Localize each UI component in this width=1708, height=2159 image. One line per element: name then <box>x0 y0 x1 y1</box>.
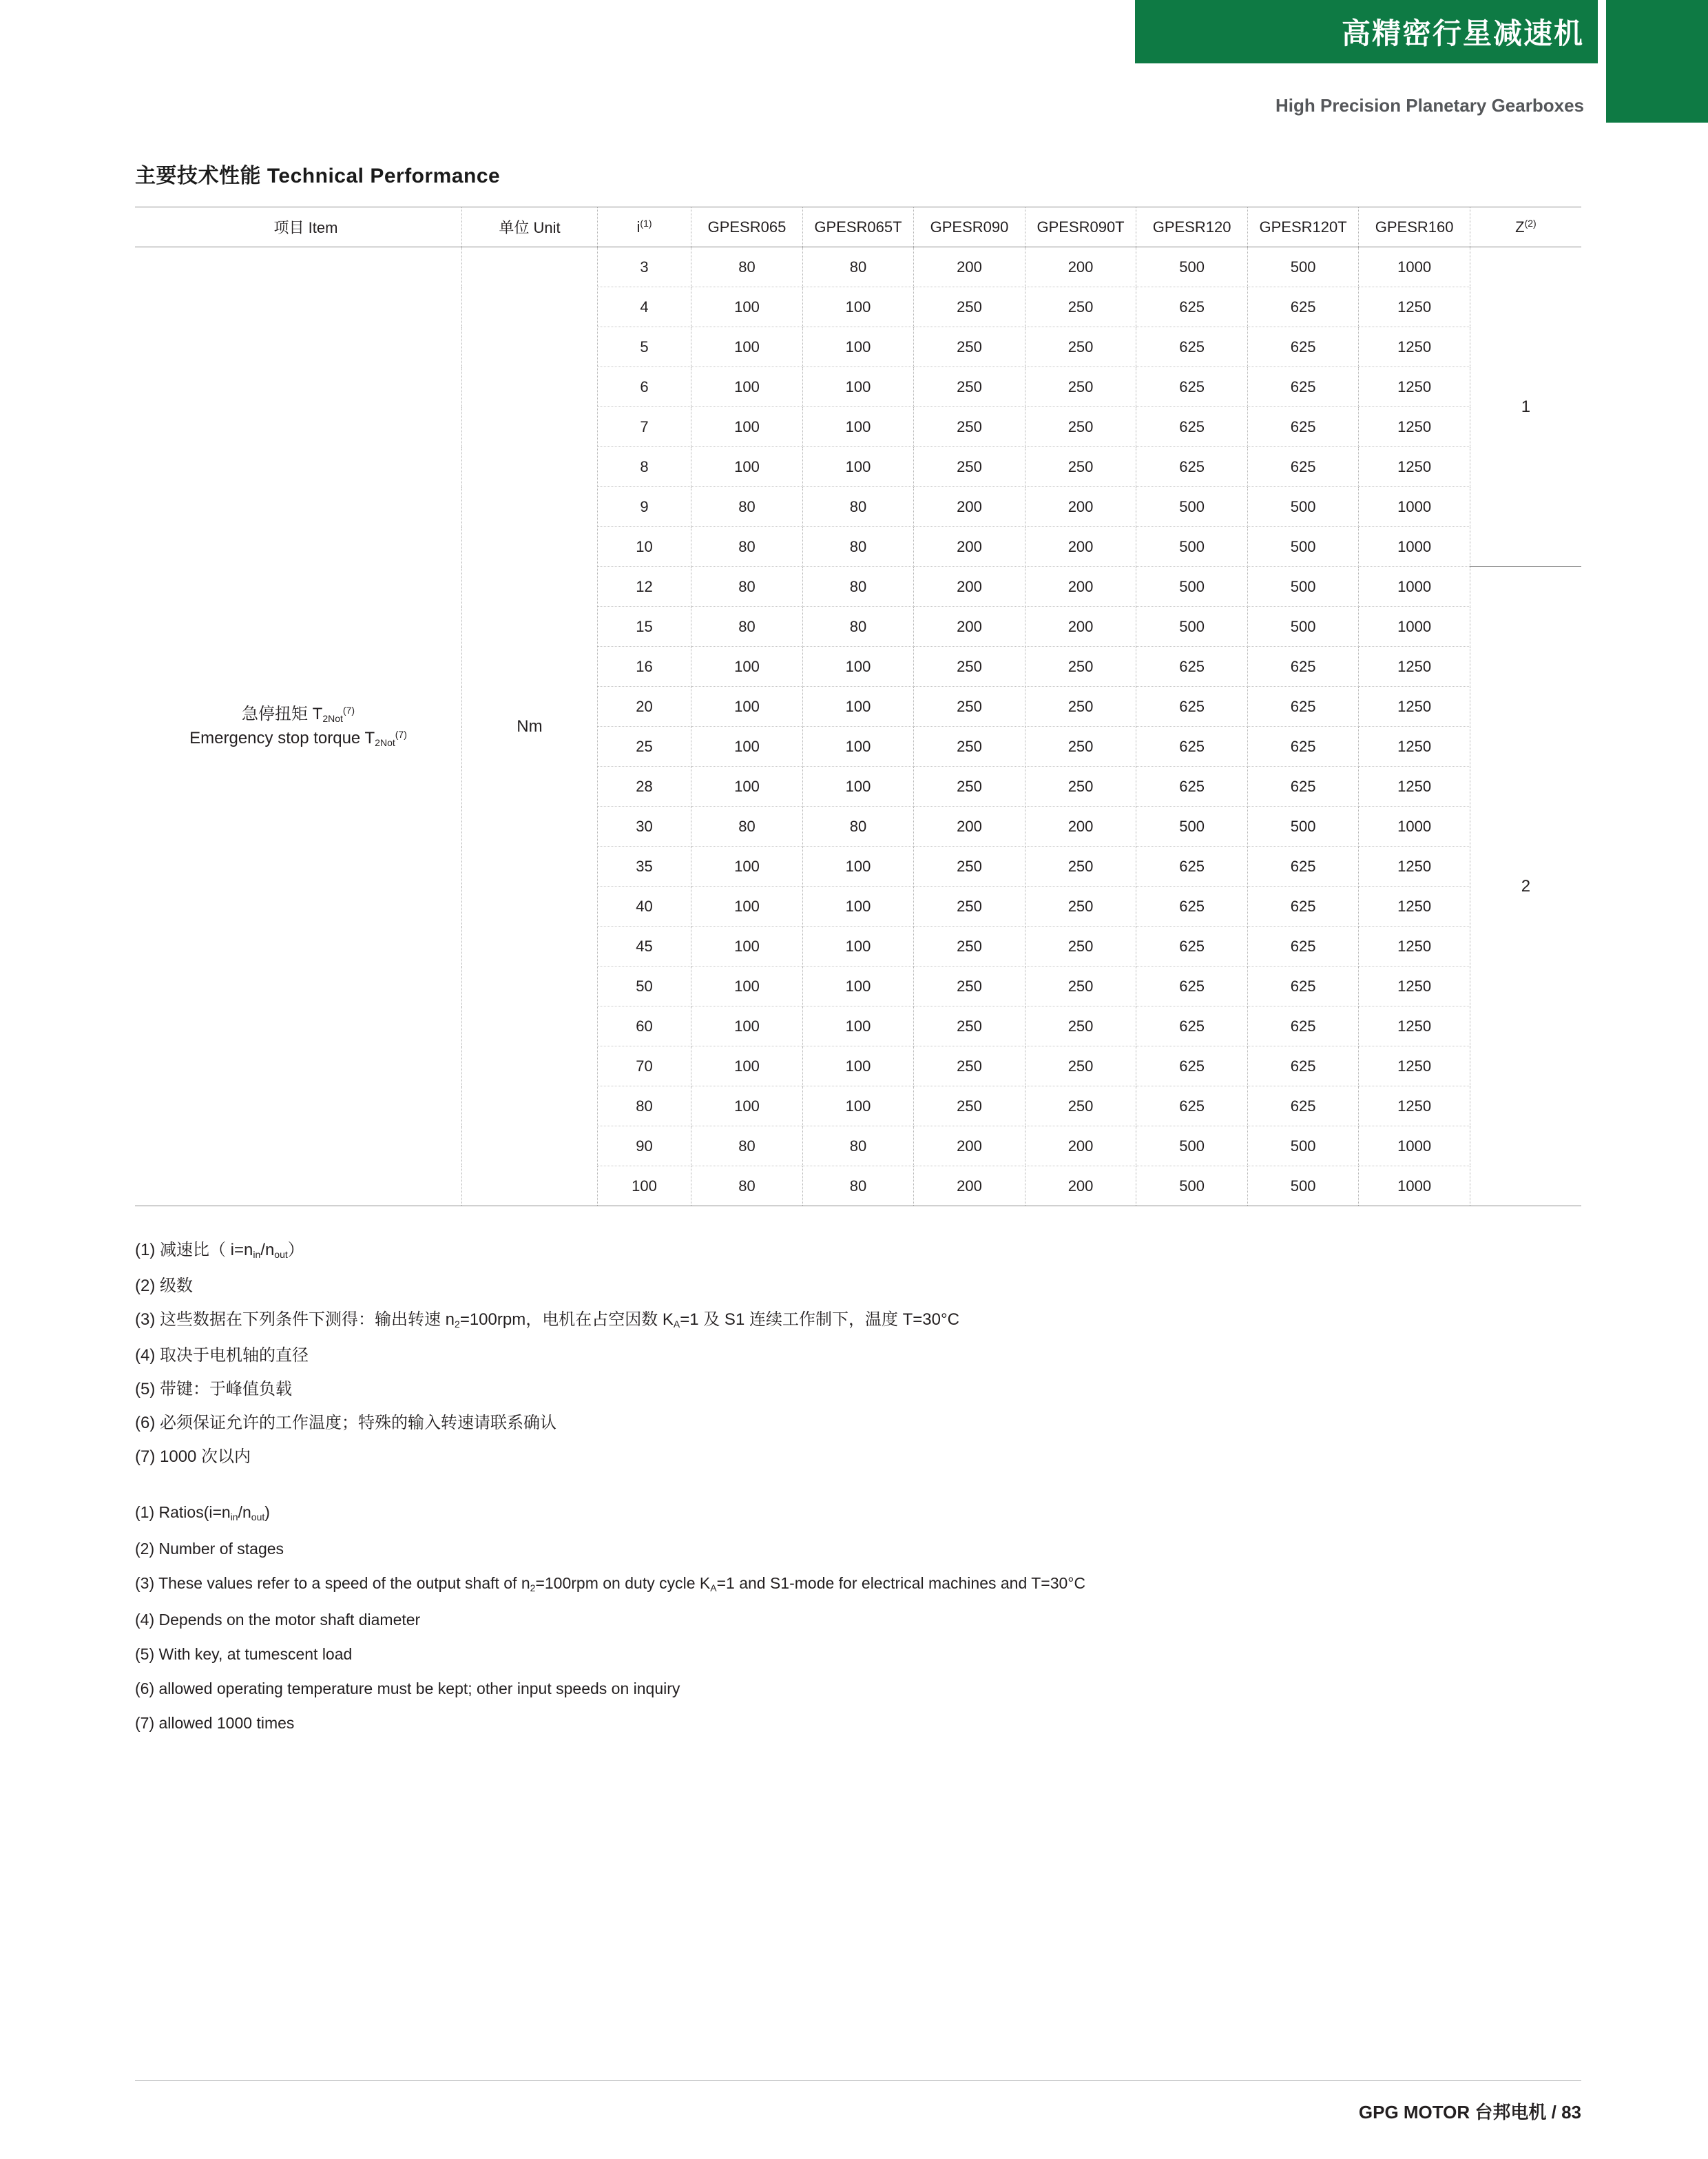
cell-value-GPESR090T: 200 <box>1025 1166 1136 1206</box>
footnotes-english <box>135 1495 1512 1740</box>
cell-value-GPESR120T: 500 <box>1247 607 1359 647</box>
cell-value-GPESR160: 1250 <box>1359 367 1470 407</box>
page-header <box>0 0 1708 131</box>
cell-value-GPESR090: 250 <box>914 1006 1025 1046</box>
cell-value-GPESR120: 625 <box>1136 447 1248 487</box>
cell-value-GPESR090T: 250 <box>1025 967 1136 1006</box>
cell-value-GPESR090: 200 <box>914 527 1025 567</box>
cell-value-GPESR120T: 500 <box>1247 527 1359 567</box>
cell-value-GPESR120: 625 <box>1136 1086 1248 1126</box>
cell-ratio: 40 <box>597 887 691 927</box>
cell-ratio: 16 <box>597 647 691 687</box>
cell-value-GPESR160: 1000 <box>1359 527 1470 567</box>
cell-value-GPESR090: 250 <box>914 367 1025 407</box>
col-header-model-0: GPESR065 <box>691 207 803 247</box>
cell-ratio: 7 <box>597 407 691 447</box>
cell-value-GPESR090T: 250 <box>1025 847 1136 887</box>
cell-value-GPESR120T: 500 <box>1247 247 1359 287</box>
cell-value-GPESR065: 100 <box>691 1006 803 1046</box>
cell-value-GPESR160: 1250 <box>1359 727 1470 767</box>
cell-ratio: 45 <box>597 927 691 967</box>
col-header-model-6: GPESR160 <box>1359 207 1470 247</box>
cell-value-GPESR160: 1250 <box>1359 687 1470 727</box>
cell-value-GPESR065T: 80 <box>802 1126 914 1166</box>
cell-value-GPESR120: 500 <box>1136 487 1248 527</box>
cell-value-GPESR065: 80 <box>691 567 803 607</box>
cell-ratio: 9 <box>597 487 691 527</box>
footnote-en-3: (3) These values refer to a speed of the output shaft of $n_2=100rpm$ on duty cycle $K_A=1$ and S1-mode for electrical machines and T=30°C <box>135 1574 1086 1593</box>
cell-value-GPESR120T: 625 <box>1247 407 1359 447</box>
footnote-cn-4: (4) 取决于电机轴的直径 <box>135 1346 309 1365</box>
cell-stage-count: 1 <box>1470 247 1581 567</box>
cell-value-GPESR160: 1250 <box>1359 967 1470 1006</box>
cell-value-GPESR090T: 200 <box>1025 527 1136 567</box>
ratio-symbol: i <box>636 218 640 236</box>
cell-value-GPESR065T: 80 <box>802 487 914 527</box>
cell-value-GPESR160: 1250 <box>1359 1006 1470 1046</box>
cell-value-GPESR120T: 500 <box>1247 807 1359 847</box>
cell-value-GPESR120T: 500 <box>1247 567 1359 607</box>
cell-value-GPESR065T: 80 <box>802 807 914 847</box>
stages-symbol: Z <box>1515 218 1525 236</box>
footnote-en-6: (6) allowed operating temperature must be kept; other input speeds on inquiry <box>135 1680 680 1697</box>
cell-value-GPESR120: 625 <box>1136 767 1248 807</box>
cell-value-GPESR120: 625 <box>1136 1006 1248 1046</box>
cell-value-GPESR090T: 250 <box>1025 407 1136 447</box>
cell-value-GPESR090: 200 <box>914 567 1025 607</box>
cell-value-GPESR090: 250 <box>914 287 1025 327</box>
footer-text: GPG MOTOR 台邦电机 / 83 <box>1358 2102 1581 2122</box>
cell-value-GPESR120T: 500 <box>1247 487 1359 527</box>
cell-value-GPESR120: 625 <box>1136 847 1248 887</box>
cell-value-GPESR065T: 100 <box>802 327 914 367</box>
cell-value-GPESR090T: 250 <box>1025 367 1136 407</box>
cell-value-GPESR120: 625 <box>1136 687 1248 727</box>
cell-value-GPESR120T: 625 <box>1247 927 1359 967</box>
cell-value-GPESR065T: 80 <box>802 567 914 607</box>
cell-value-GPESR065: 100 <box>691 687 803 727</box>
cell-value-GPESR120: 625 <box>1136 927 1248 967</box>
cell-value-GPESR090T: 200 <box>1025 567 1136 607</box>
cell-value-GPESR065T: 100 <box>802 1086 914 1126</box>
cell-value-GPESR065T: 100 <box>802 287 914 327</box>
cell-value-GPESR090: 250 <box>914 647 1025 687</box>
cell-value-GPESR065: 100 <box>691 727 803 767</box>
cell-value-GPESR090: 200 <box>914 607 1025 647</box>
cell-value-GPESR090T: 250 <box>1025 647 1136 687</box>
cell-value-GPESR090T: 250 <box>1025 287 1136 327</box>
stages-footnote-marker: (2) <box>1524 217 1537 229</box>
cell-value-GPESR120: 625 <box>1136 327 1248 367</box>
cell-value-GPESR065: 100 <box>691 287 803 327</box>
cell-ratio: 50 <box>597 967 691 1006</box>
cell-value-GPESR065T: 100 <box>802 847 914 887</box>
cell-value-GPESR120T: 625 <box>1247 367 1359 407</box>
cell-value-GPESR090: 200 <box>914 1166 1025 1206</box>
col-header-stages <box>1470 207 1581 247</box>
cell-value-GPESR065T: 100 <box>802 407 914 447</box>
cell-value-GPESR120: 625 <box>1136 287 1248 327</box>
cell-ratio: 30 <box>597 807 691 847</box>
cell-value-GPESR065: 100 <box>691 847 803 887</box>
cell-value-GPESR160: 1250 <box>1359 1046 1470 1086</box>
cell-value-GPESR090: 250 <box>914 327 1025 367</box>
col-header-model-1: GPESR065T <box>802 207 914 247</box>
cell-value-GPESR090: 250 <box>914 727 1025 767</box>
cell-value-GPESR065T: 100 <box>802 367 914 407</box>
cell-value-GPESR090T: 200 <box>1025 607 1136 647</box>
cell-value-GPESR160: 1000 <box>1359 247 1470 287</box>
cell-ratio: 25 <box>597 727 691 767</box>
cell-value-GPESR065: 100 <box>691 927 803 967</box>
cell-value-GPESR065: 100 <box>691 967 803 1006</box>
cell-value-GPESR090: 250 <box>914 967 1025 1006</box>
cell-value-GPESR120: 500 <box>1136 1126 1248 1166</box>
cell-ratio: 90 <box>597 1126 691 1166</box>
cell-value-GPESR120: 500 <box>1136 567 1248 607</box>
cell-value-GPESR090: 250 <box>914 447 1025 487</box>
cell-value-GPESR090T: 250 <box>1025 1006 1136 1046</box>
cell-ratio: 6 <box>597 367 691 407</box>
cell-value-GPESR120T: 625 <box>1247 1006 1359 1046</box>
footnote-en-1: (1) $Ratios(i=n_{in}/n_{out})$ <box>135 1503 270 1522</box>
cell-value-GPESR120T: 625 <box>1247 967 1359 1006</box>
cell-value-GPESR120: 625 <box>1136 1046 1248 1086</box>
table-body <box>135 247 1581 1206</box>
cell-value-GPESR090T: 200 <box>1025 807 1136 847</box>
cell-value-GPESR065T: 100 <box>802 1046 914 1086</box>
footnotes-chinese <box>135 1233 1512 1474</box>
cell-value-GPESR065: 100 <box>691 767 803 807</box>
cell-value-GPESR120T: 500 <box>1247 1126 1359 1166</box>
table-row <box>135 247 1581 287</box>
cell-value-GPESR120T: 625 <box>1247 287 1359 327</box>
cell-value-GPESR090: 250 <box>914 887 1025 927</box>
cell-ratio: 60 <box>597 1006 691 1046</box>
cell-value-GPESR120: 625 <box>1136 407 1248 447</box>
cell-value-GPESR065T: 100 <box>802 647 914 687</box>
cell-value-GPESR090: 250 <box>914 687 1025 727</box>
row-label-emergency-stop-torque <box>135 247 462 1206</box>
footnote-cn-3: (3) 这些数据在下列条件下测得：输出转速 $n_2=100rpm$，电机在占空因数 $K_A=1$ 及 S1 连续工作制下，温度 T=30°C <box>135 1310 959 1330</box>
cell-value-GPESR065: 80 <box>691 527 803 567</box>
header-title-en: High Precision Planetary Gearboxes <box>1275 95 1584 116</box>
col-header-item: 项目 Item <box>135 207 462 247</box>
col-header-model-4: GPESR120 <box>1136 207 1248 247</box>
footnote-cn-6: (6) 必须保证允许的工作温度；特殊的输入转速请联系确认 <box>135 1414 556 1432</box>
cell-value-GPESR120: 625 <box>1136 727 1248 767</box>
cell-value-GPESR160: 1250 <box>1359 927 1470 967</box>
cell-value-GPESR160: 1250 <box>1359 327 1470 367</box>
cell-ratio: 80 <box>597 1086 691 1126</box>
cell-value-GPESR090T: 200 <box>1025 1126 1136 1166</box>
col-header-unit: 单位 Unit <box>462 207 598 247</box>
cell-value-GPESR160: 1250 <box>1359 847 1470 887</box>
footnote-en-2: (2) Number of stages <box>135 1540 284 1558</box>
col-header-model-5: GPESR120T <box>1247 207 1359 247</box>
cell-value-GPESR065T: 100 <box>802 447 914 487</box>
cell-value-GPESR065T: 100 <box>802 887 914 927</box>
cell-value-GPESR160: 1250 <box>1359 407 1470 447</box>
section-title: 主要技术性能 Technical Performance <box>135 165 501 187</box>
footnote-cn-2: (2) 级数 <box>135 1277 193 1295</box>
cell-value-GPESR065T: 100 <box>802 687 914 727</box>
cell-value-GPESR120T: 625 <box>1247 647 1359 687</box>
cell-value-GPESR065: 100 <box>691 447 803 487</box>
cell-value-GPESR065T: 80 <box>802 607 914 647</box>
cell-value-GPESR090: 250 <box>914 1046 1025 1086</box>
cell-value-GPESR090T: 200 <box>1025 247 1136 287</box>
cell-value-GPESR120T: 625 <box>1247 887 1359 927</box>
col-header-model-3: GPESR090T <box>1025 207 1136 247</box>
cell-value-GPESR120T: 625 <box>1247 727 1359 767</box>
footnote-cn-7: (7) 1000 次以内 <box>135 1447 251 1466</box>
cell-value-GPESR090T: 250 <box>1025 327 1136 367</box>
cell-value-GPESR160: 1000 <box>1359 607 1470 647</box>
cell-value-GPESR090T: 250 <box>1025 727 1136 767</box>
row-label-en: Emergency stop torque $T_{2Not}^{(7)}$ <box>189 728 407 748</box>
cell-value-GPESR120: 500 <box>1136 527 1248 567</box>
cell-value-GPESR120: 500 <box>1136 607 1248 647</box>
header-title-cn: 高精密行星减速机 <box>1341 17 1584 50</box>
cell-ratio: 4 <box>597 287 691 327</box>
cell-value-GPESR090: 250 <box>914 767 1025 807</box>
cell-value-GPESR120: 625 <box>1136 647 1248 687</box>
footnote-en-5: (5) With key, at tumescent load <box>135 1645 353 1663</box>
footnote-cn-1: (1) 减速比（ $i=n_{in}/n_{out}$） <box>135 1241 304 1260</box>
cell-value-GPESR090T: 250 <box>1025 1086 1136 1126</box>
cell-value-GPESR120T: 500 <box>1247 1166 1359 1206</box>
cell-value-GPESR120: 500 <box>1136 247 1248 287</box>
cell-value-GPESR160: 1000 <box>1359 567 1470 607</box>
cell-ratio: 15 <box>597 607 691 647</box>
cell-value-GPESR120T: 625 <box>1247 327 1359 367</box>
cell-value-GPESR065: 80 <box>691 487 803 527</box>
cell-value-GPESR120T: 625 <box>1247 1086 1359 1126</box>
cell-value-GPESR120: 625 <box>1136 367 1248 407</box>
cell-value-GPESR065: 100 <box>691 887 803 927</box>
cell-ratio: 10 <box>597 527 691 567</box>
cell-value-GPESR160: 1250 <box>1359 1086 1470 1126</box>
cell-ratio: 28 <box>597 767 691 807</box>
cell-value-GPESR065: 80 <box>691 1126 803 1166</box>
col-header-ratio <box>597 207 691 247</box>
cell-value-GPESR160: 1250 <box>1359 767 1470 807</box>
cell-value-GPESR065: 100 <box>691 327 803 367</box>
cell-ratio: 12 <box>597 567 691 607</box>
cell-value-GPESR120: 500 <box>1136 807 1248 847</box>
cell-value-GPESR065T: 100 <box>802 967 914 1006</box>
cell-value-GPESR065T: 100 <box>802 1006 914 1046</box>
table-header-row <box>135 207 1581 247</box>
cell-value-GPESR160: 1000 <box>1359 1166 1470 1206</box>
footnote-en-4: (4) Depends on the motor shaft diameter <box>135 1611 421 1629</box>
cell-value-GPESR090: 250 <box>914 1086 1025 1126</box>
cell-ratio: 20 <box>597 687 691 727</box>
cell-value-GPESR065: 100 <box>691 407 803 447</box>
cell-value-GPESR090T: 250 <box>1025 687 1136 727</box>
cell-value-GPESR065: 80 <box>691 607 803 647</box>
cell-value-GPESR090: 200 <box>914 247 1025 287</box>
cell-value-GPESR090: 200 <box>914 1126 1025 1166</box>
cell-value-GPESR065: 100 <box>691 647 803 687</box>
cell-value-GPESR160: 1000 <box>1359 1126 1470 1166</box>
cell-value-GPESR120: 625 <box>1136 887 1248 927</box>
cell-value-GPESR065: 100 <box>691 367 803 407</box>
cell-value-GPESR160: 1250 <box>1359 887 1470 927</box>
cell-value-GPESR090: 250 <box>914 927 1025 967</box>
cell-value-GPESR160: 1000 <box>1359 807 1470 847</box>
cell-value-GPESR065T: 80 <box>802 527 914 567</box>
cell-value-GPESR090: 200 <box>914 807 1025 847</box>
cell-ratio: 70 <box>597 1046 691 1086</box>
cell-ratio: 100 <box>597 1166 691 1206</box>
footnote-en-7: (7) allowed 1000 times <box>135 1714 295 1732</box>
cell-value-GPESR160: 1250 <box>1359 447 1470 487</box>
cell-value-GPESR065T: 100 <box>802 927 914 967</box>
technical-performance-table <box>135 207 1581 1206</box>
cell-value-GPESR065T: 80 <box>802 247 914 287</box>
col-header-model-2: GPESR090 <box>914 207 1025 247</box>
cell-value-GPESR065: 80 <box>691 247 803 287</box>
cell-value-GPESR065: 80 <box>691 807 803 847</box>
cell-value-GPESR160: 1250 <box>1359 287 1470 327</box>
cell-ratio: 5 <box>597 327 691 367</box>
cell-value-GPESR065T: 100 <box>802 727 914 767</box>
row-label-cn: 急停扭矩 $T_{2Not}^{(7)}$ <box>241 704 355 724</box>
cell-value-GPESR120T: 625 <box>1247 847 1359 887</box>
footer-divider <box>135 2080 1581 2081</box>
cell-value-GPESR120T: 625 <box>1247 767 1359 807</box>
cell-value-GPESR090T: 200 <box>1025 487 1136 527</box>
footnote-cn-5: (5) 带键：于峰值负载 <box>135 1380 292 1398</box>
row-unit: Nm <box>462 247 598 1206</box>
cell-ratio: 8 <box>597 447 691 487</box>
cell-value-GPESR120T: 625 <box>1247 447 1359 487</box>
cell-ratio: 35 <box>597 847 691 887</box>
cell-value-GPESR090T: 250 <box>1025 887 1136 927</box>
cell-value-GPESR065T: 100 <box>802 767 914 807</box>
cell-value-GPESR065T: 80 <box>802 1166 914 1206</box>
cell-value-GPESR090: 250 <box>914 407 1025 447</box>
cell-value-GPESR120: 500 <box>1136 1166 1248 1206</box>
cell-value-GPESR090T: 250 <box>1025 767 1136 807</box>
cell-value-GPESR120T: 625 <box>1247 687 1359 727</box>
cell-value-GPESR120: 625 <box>1136 967 1248 1006</box>
cell-value-GPESR090: 250 <box>914 847 1025 887</box>
cell-value-GPESR160: 1000 <box>1359 487 1470 527</box>
cell-value-GPESR160: 1250 <box>1359 647 1470 687</box>
cell-value-GPESR065: 100 <box>691 1046 803 1086</box>
cell-value-GPESR090: 200 <box>914 487 1025 527</box>
cell-value-GPESR090T: 250 <box>1025 447 1136 487</box>
cell-value-GPESR120T: 625 <box>1247 1046 1359 1086</box>
cell-value-GPESR090T: 250 <box>1025 927 1136 967</box>
header-green-block <box>1606 0 1708 123</box>
cell-value-GPESR065: 80 <box>691 1166 803 1206</box>
cell-value-GPESR065: 100 <box>691 1086 803 1126</box>
cell-value-GPESR090T: 250 <box>1025 1046 1136 1086</box>
cell-ratio: 3 <box>597 247 691 287</box>
cell-stage-count: 2 <box>1470 567 1581 1206</box>
ratio-footnote-marker: (1) <box>640 217 652 229</box>
